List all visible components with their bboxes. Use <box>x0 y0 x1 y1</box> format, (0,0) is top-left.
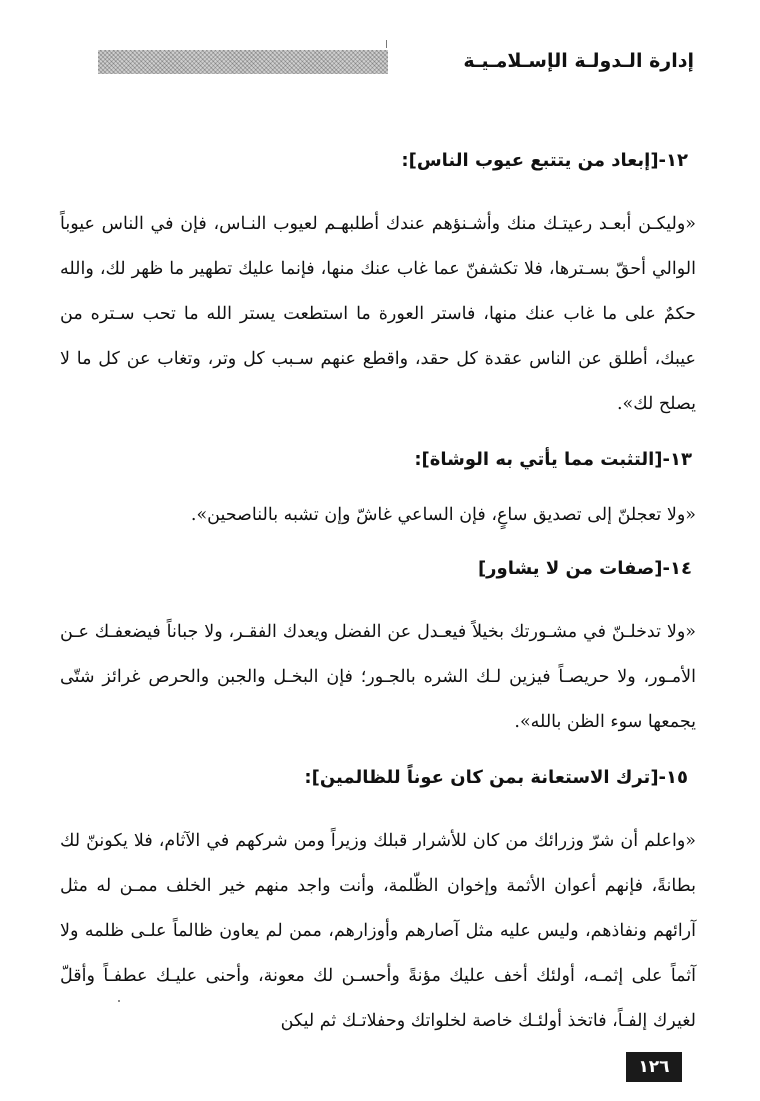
header-rule-tick <box>386 40 387 48</box>
section-13-heading: ١٣-[التثبت مما يأتي به الوشاة]: <box>414 449 692 470</box>
section-15-heading: ١٥-[ترك الاستعانة بمن كان عوناً للظالمين]: <box>304 767 688 788</box>
page-number: ١٢٦ <box>626 1052 682 1082</box>
page-body <box>60 142 696 1044</box>
section-12-paragraph: «وليكـن أبعـد رعيتـك منك وأشـنؤهم عندك أطلبهـم لعيوب النـاس، فإن في الناس عيوباً الوالي أحقّ بسـترها، فلا تكشفنّ عما غاب عنك منها، فإنما عليك تطهير ما ظهر لك، والله حكمٌ على ما غاب عنك منها، فاستر العورة ما استطعت يستر الله ما تحب سـتره من عيبك، أطلق عن الناس عقدة كل حقد، واقطع عنهم سـبب كل وتر، وتغاب عن كل ما لا يصلح لك». <box>60 214 696 414</box>
print-speck <box>118 1000 120 1002</box>
section-15-paragraph: «واعلم أن شرّ وزرائك من كان للأشرار قبلك وزيراً ومن شركهم في الآثام، فلا يكوننّ لك بطانةً، فإنهم أعوان الأثمة وإخوان الظّلمة، وأنت واجد منهم خير الخلف ممـن له مثل آرائهم ونفاذهم، وليس عليه مثل آصارهم وأوزارهم، ممن لم يعاون ظالماً علـى ظلمه ولا آثماً على إثمـه، أولئك أخف عليك مؤنةً وأحسـن لك معونة، وأحنى عليـك عطفـاً وأقلّ لغيرك إلفـاً، فاتخذ أولئـك خاصة لخلواتك وحفلاتـك ثم ليكن <box>60 831 696 1031</box>
header-pattern-band <box>98 50 388 74</box>
section-13-paragraph: «ولا تعجلنّ إلى تصديق ساعٍ، فإن الساعي غاشّ وإن تشبه بالناصحين». <box>190 505 696 525</box>
section-12-heading: ١٢-[إبعاد من يتتبع عيوب الناس]: <box>401 150 688 171</box>
section-14-paragraph: «ولا تدخلـنّ في مشـورتك بخيلاً فيعـدل عن الفضل ويعدك الفقـر، ولا جباناً فيضعفـك عـن الأمـور، ولا حريصـاً فيزين لـك الشره بالجـور؛ فإن البخـل والجبن والحرص غرائز شتّى يجمعها سوء الظن بالله». <box>60 622 696 732</box>
running-title: إدارة الـدولـة الإسـلامـيـة <box>463 50 694 72</box>
section-14-heading: ١٤-[صفات من لا يشاور] <box>477 558 692 579</box>
